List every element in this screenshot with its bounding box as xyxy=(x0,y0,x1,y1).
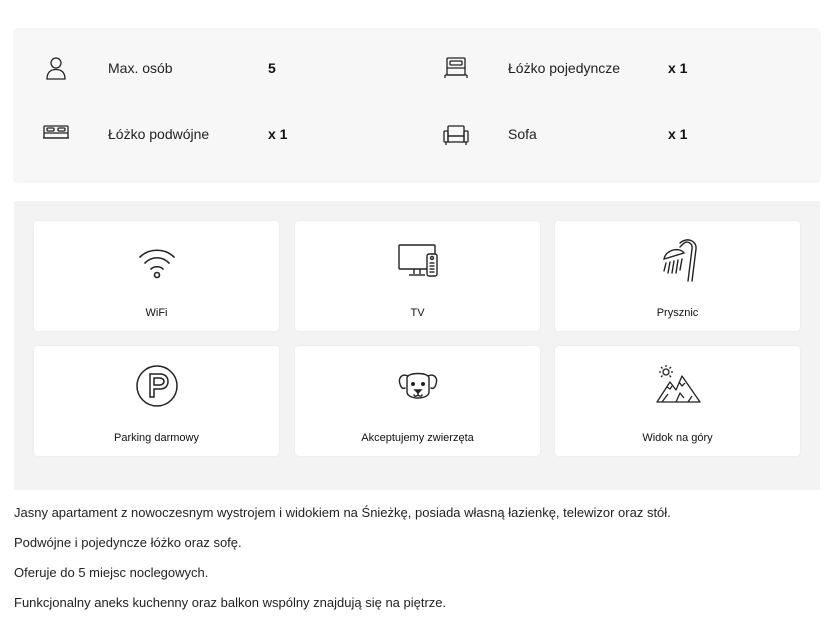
double-bed-icon xyxy=(42,120,70,148)
amenity-card-parking xyxy=(34,346,279,456)
amenity-label: Widok na góry xyxy=(642,432,713,444)
person-icon xyxy=(42,54,70,82)
capacity-row-max-persons xyxy=(42,54,402,82)
single-bed-icon xyxy=(442,54,470,82)
description-line-4: Funkcjonalny aneks kuchenny oraz balkon wspólny znajdują się na piętrze. xyxy=(14,595,447,610)
capacity-label: Łóżko pojedyncze xyxy=(508,60,621,76)
amenity-card-pets xyxy=(295,346,540,456)
amenities-panel xyxy=(14,201,820,490)
amenity-card-shower xyxy=(555,221,800,331)
capacity-label: Max. osób xyxy=(108,60,173,76)
amenity-label: Prysznic xyxy=(656,307,699,319)
amenity-label: Parking darmowy xyxy=(114,432,199,444)
tv-icon xyxy=(394,237,442,285)
amenity-label: Akceptujemy zwierzęta xyxy=(361,432,474,444)
capacity-count: 5 xyxy=(268,60,276,76)
sofa-icon xyxy=(442,120,470,148)
capacity-count: x 1 xyxy=(668,60,688,76)
amenity-card-wifi xyxy=(34,221,279,331)
capacity-label: Łóżko podwójne xyxy=(108,126,210,142)
capacity-label: Sofa xyxy=(508,126,537,142)
description-line-3: Oferuje do 5 miejsc noclegowych. xyxy=(14,565,209,580)
wifi-icon xyxy=(133,237,181,285)
parking-icon xyxy=(133,362,181,410)
amenity-label: WiFi xyxy=(145,307,168,319)
capacity-row-double-bed xyxy=(42,120,402,148)
amenity-card-mountain-view xyxy=(555,346,800,456)
capacity-count: x 1 xyxy=(668,126,688,142)
mountain-icon xyxy=(654,362,702,410)
capacity-count: x 1 xyxy=(268,126,288,142)
shower-icon xyxy=(654,237,702,285)
description-line-2: Podwójne i pojedyncze łóżko oraz sofę. xyxy=(14,535,242,550)
room-capacity-panel xyxy=(14,28,820,181)
capacity-row-single-bed xyxy=(442,54,802,82)
dog-icon xyxy=(394,362,442,410)
capacity-row-sofa xyxy=(442,120,802,148)
amenity-card-tv xyxy=(295,221,540,331)
amenity-label: TV xyxy=(410,307,425,319)
description-line-1: Jasny apartament z nowoczesnym wystrojem i widokiem na Śnieżkę, posiada własną łazienkę, telewizor oraz stół. xyxy=(14,505,671,520)
